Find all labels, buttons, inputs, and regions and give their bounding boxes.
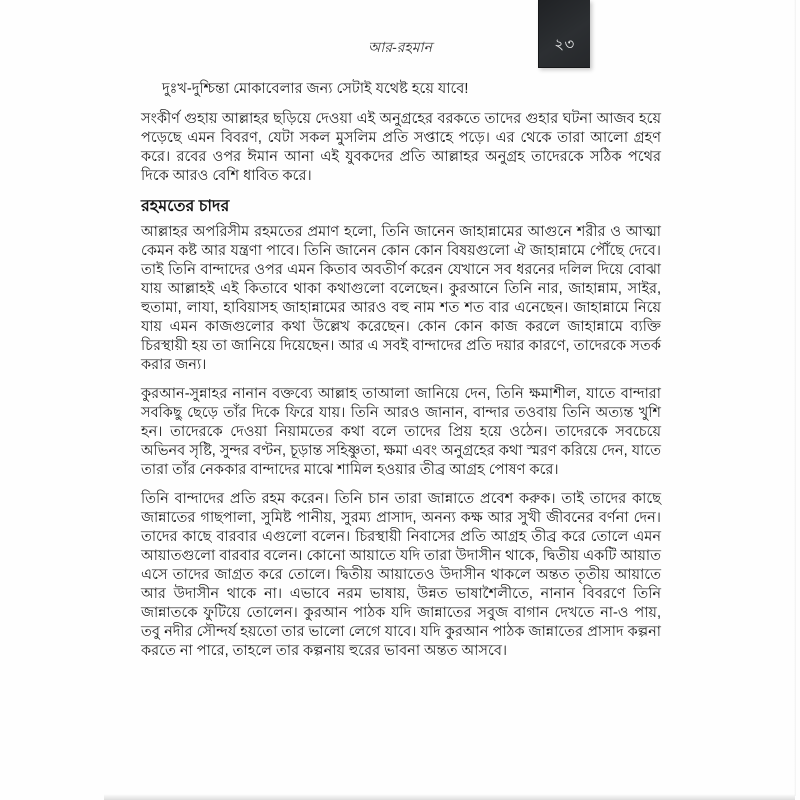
section-heading: রহমতের চাদর <box>141 198 230 215</box>
paragraph: তিনি বান্দাদের প্রতি রহম করেন। তিনি চান তারা জান্নাতে প্রবেশ করুক। তাই তাদের কাছে জান্নাতের গাছপালা, সুমিষ্ট পানীয়, সুরম্য প্রাসাদ, অনন্য কক্ষ আর সুখী জীবনের বর্ণনা দেন। তাদের কাছে বারবার এগুলো বলেন। চিরস্থায়ী নিবাসের প্রতি আগ্রহ তীব্র করে তোলে এমন আয়াতগুলো বারবার বলেন। কোনো আয়াতে যদি তারা উদাসীন থাকে, দ্বিতীয় একটি আয়াত এসে তাদের জাগ্রত করে তোলে। দ্বিতীয় আয়াতেও উদাসীন থাকলে অন্তত তৃতীয় আয়াতে আর উদাসীন থাকে না। এভাবে নরম ভাষায়, উন্নত ভাষাশৈলীতে, নানান বিবরণে তিনি জান্নাতকে ফুটিয়ে তোলেন। কুরআন পাঠক যদি জান্নাতের সবুজ বাগান দেখতে না-ও পায়, তবু নদীর সৌন্দর্য হয়তো তার ভালো লেগে যাবে। যদি কুরআন পাঠক জান্নাতের প্রাসাদ কল্পনা করতে না পারে, তাহলে তার কল্পনায় হুরের ভাবনা অন্তত আসবে। <box>141 491 661 659</box>
paragraph: কুরআন-সুন্নাহর নানান বক্তব্যে আল্লাহ তাআলা জানিয়ে দেন, তিনি ক্ষমাশীল, যাতে বান্দারা সবকিছু ছেড়ে তাঁর দিকে ফিরে যায়। তিনি আরও জানান, বান্দার তওবায় তিনি অত্যন্ত খুশি হন। তাদেরকে দেওয়া নিয়ামতের কথা বলে তাদের প্রিয় হয়ে ওঠেন। তাদেরকে সবচেয়ে অভিনব সৃষ্টি, সুন্দর বণ্টন, চূড়ান্ত সহিষ্ণুতা, ক্ষমা এবং অনুগ্রহের কথা স্মরণ করিয়ে দেন, যাতে তারা তাঁর নেককার বান্দাদের মাঝে শামিল হওয়ার তীব্র আগ্রহ পোষণ করে। <box>141 386 661 478</box>
page-number: ২৩ <box>554 36 575 53</box>
page-bottom-shadow <box>104 794 795 800</box>
paragraph-opening: দুঃখ-দুশ্চিন্তা মোকাবেলার জন্য সেটাই যথেষ্ট হয়ে যাবে! <box>162 81 469 97</box>
running-header-title: আর-রহমান <box>368 39 432 55</box>
paragraph: আল্লাহর অপরিসীম রহমতের প্রমাণ হলো, তিনি জানেন জাহান্নামের আগুনে শরীর ও আত্মা কেমন কষ্ট আর যন্ত্রণা পাবে। তিনি জানেন কোন কোন বিষয়গুলো ঐ জাহান্নামে পৌঁছে দেবে। তাই তিনি বান্দাদের ওপর এমন কিতাব অবতীর্ণ করেন যেখানে সব ধরনের দলিল দিয়ে বোঝা যায় আল্লাহই এই কিতাবে থাকা কথাগুলো বলেছেন। কুরআনে তিনি নার, জাহান্নাম, সাইর, হুতামা, লাযা, হাবিয়াসহ জাহান্নামের আরও বহু নাম শত শত বার এনেছেন। জাহান্নামে নিয়ে যায় এমন কাজগুলোর কথা উল্লেখ করেছেন। কোন কোন কাজ করলে জাহান্নামে ব্যক্তি চিরস্থায়ী হয় তা জানিয়ে দিয়েছেন। আর এ সবই বান্দাদের প্রতি দয়ার কারণে, তাদেরকে সতর্ক করার জন্য। <box>141 224 661 373</box>
body-text-column <box>141 80 661 671</box>
paragraph: সংকীর্ণ গুহায় আল্লাহর ছড়িয়ে দেওয়া এই অনুগ্রহের বরকতে তাদের গুহার ঘটনা আজব হয়ে পড়েছে এমন বিবরণ, যেটা সকল মুসলিম প্রতি সপ্তাহে পড়ে। এর থেকে তারা আলো গ্রহণ করে। রবের ওপর ঈমান আনা এই যুবকদের প্রতি আল্লাহর অনুগ্রহ তাদেরকে সঠিক পথের দিকে আরও বেশি ধাবিত করে। <box>141 111 661 184</box>
page-right-edge-shade <box>794 0 796 796</box>
